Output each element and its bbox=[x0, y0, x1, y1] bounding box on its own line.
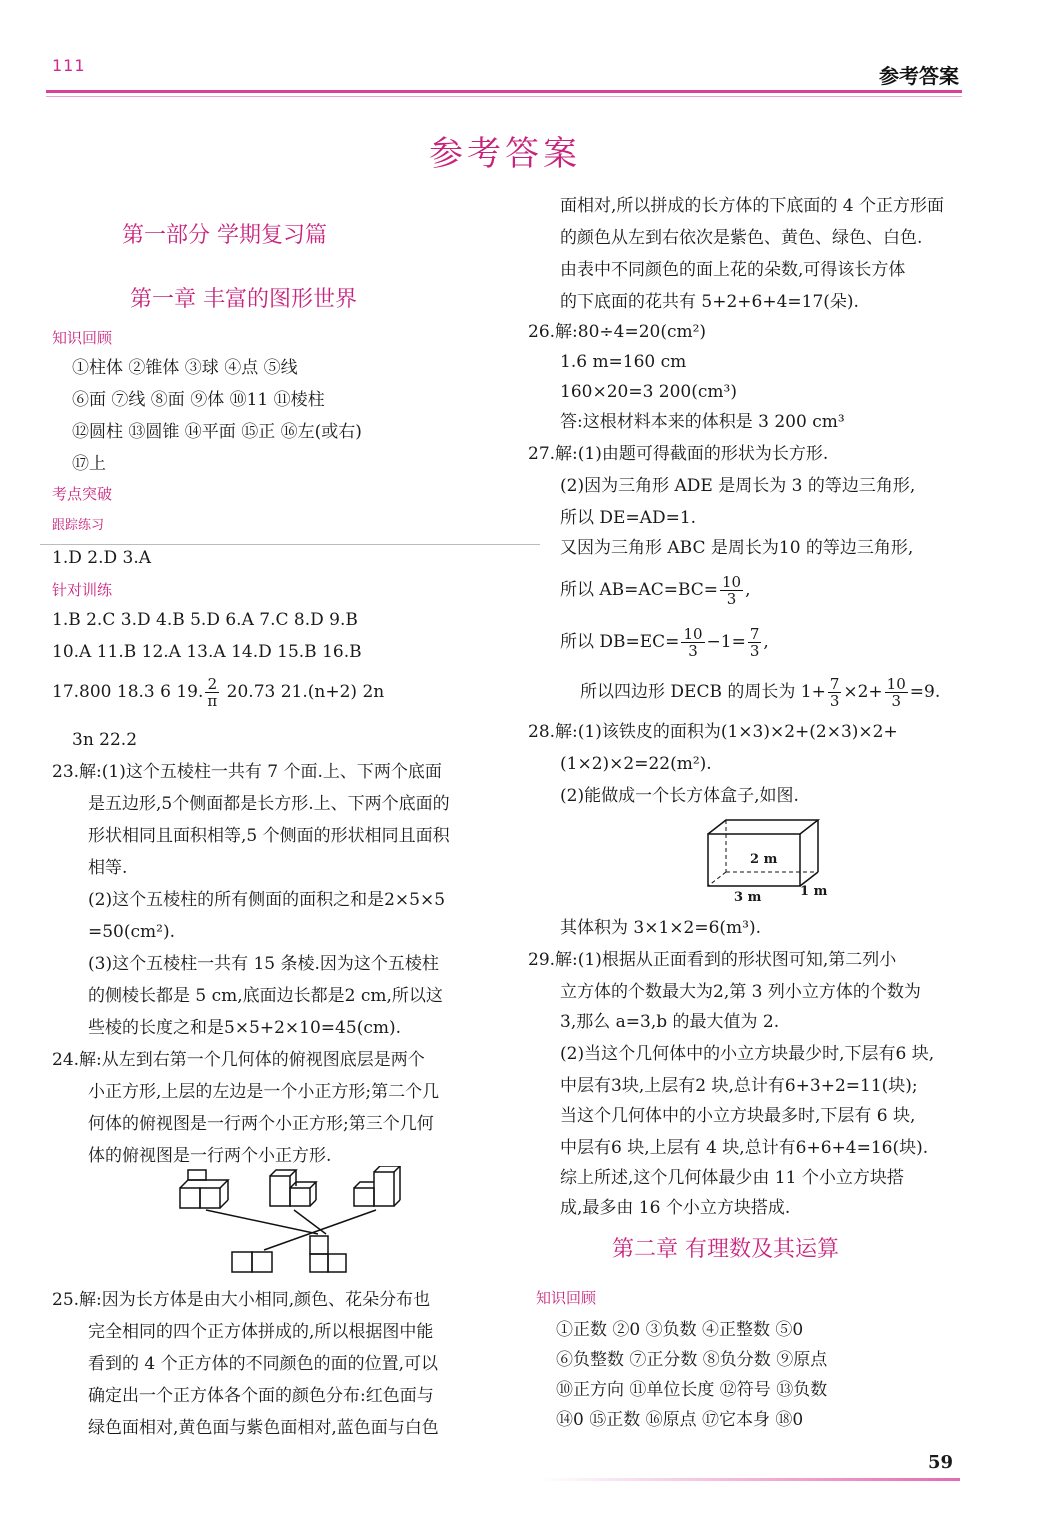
page-title: 参考答案 bbox=[429, 134, 581, 174]
q29-line-1: 29.解:(1)根据从正面看到的形状图可知,第二列小 bbox=[528, 950, 897, 970]
q28-line-1: 28.解:(1)该铁皮的面积为(1×3)×2+(2×3)×2+ bbox=[528, 722, 898, 742]
r-line-2: 的颜色从左到右依次是紫色、黄色、绿色、白色. bbox=[560, 228, 923, 248]
q27-line-4: 又因为三角形 ABC 是周长为10 的等边三角形, bbox=[560, 538, 914, 558]
z-row-3-b: 20.73 21.(n+2) 2n bbox=[221, 682, 385, 702]
box-width-label: 3 m bbox=[734, 890, 762, 905]
q26-line-1: 26.解:80÷4=20(cm²) bbox=[528, 322, 707, 342]
page-number: 59 bbox=[928, 1452, 954, 1473]
q23-line-7: (3)这个五棱柱一共有 15 条棱.因为这个五棱柱 bbox=[88, 954, 439, 974]
z-row-4: 3n 22.2 bbox=[72, 730, 138, 750]
r-line-1: 面相对,所以拼成的长方体的下底面的 4 个正方形面 bbox=[560, 196, 945, 216]
q26-line-2: 1.6 m=160 cm bbox=[560, 352, 687, 372]
q23-line-9: 些棱的长度之和是5×5+2×10=45(cm). bbox=[88, 1018, 401, 1038]
q24-line-3: 何体的俯视图是一行两个小正方形;第三个几何 bbox=[88, 1114, 434, 1134]
q25-line-5: 绿色面相对,黄色面与紫色面相对,蓝色面与白色 bbox=[88, 1418, 439, 1438]
fraction: $\frac{10}{3}$ bbox=[886, 675, 906, 710]
k-row-1: ①柱体 ②锥体 ③球 ④点 ⑤线 bbox=[72, 358, 298, 378]
c2-row-3: ⑩正方向 ⑪单位长度 ⑫符号 ⑬负数 bbox=[556, 1380, 828, 1400]
chapter2-title: 第二章 有理数及其运算 bbox=[612, 1237, 839, 1262]
q23-line-2: 是五边形,5个侧面都是长方形.上、下两个底面的 bbox=[88, 794, 450, 814]
knowledge-label: 知识回顾 bbox=[52, 329, 113, 347]
k-row-4: ⑰上 bbox=[72, 454, 106, 474]
q27-line-1: 27.解:(1)由题可得截面的形状为长方形. bbox=[528, 444, 829, 464]
q26-line-3: 160×20=3 200(cm³) bbox=[560, 382, 737, 402]
genzong-answers: 1.D 2.D 3.A bbox=[52, 548, 152, 568]
q25-line-3: 看到的 4 个正方体的不同颜色的面的位置,可以 bbox=[88, 1354, 439, 1374]
q25-line-2: 完全相同的四个正方体拼成的,所以根据图中能 bbox=[88, 1322, 434, 1342]
q23-line-1: 23.解:(1)这个五棱柱一共有 7 个面.上、下两个底面 bbox=[52, 762, 442, 782]
q29-line-5: 中层有3块,上层有2 块,总计有6+3+2=11(块); bbox=[560, 1076, 918, 1096]
q29-line-8: 综上所述,这个几何体最少由 11 个小立方块搭 bbox=[560, 1168, 904, 1188]
q29-line-9: 成,最多由 16 个小立方块搭成. bbox=[560, 1198, 791, 1218]
q23-line-4: 相等. bbox=[88, 858, 128, 878]
c2-knowledge-label: 知识回顾 bbox=[536, 1289, 597, 1307]
box-height-label: 2 m bbox=[750, 852, 778, 867]
q29-line-3: 3,那么 a=3,b 的最大值为 2. bbox=[560, 1012, 780, 1032]
r-line-4: 的下底面的花共有 5+2+6+4=17(朵). bbox=[560, 292, 859, 312]
kaodian-label: 考点突破 bbox=[52, 485, 113, 503]
c2-row-1: ①正数 ②0 ③负数 ④正整数 ⑤0 bbox=[556, 1320, 804, 1340]
q23-line-5: (2)这个五棱柱的所有侧面的面积之和是2×5×5 bbox=[88, 890, 446, 910]
q27-line-5: 所以 AB=AC=BC= $\frac{10}{3}$ , bbox=[560, 573, 751, 608]
header-mark: 111 bbox=[52, 56, 86, 75]
q27-line-2: (2)因为三角形 ADE 是周长为 3 的等边三角形, bbox=[560, 476, 916, 496]
q27-line-6: 所以 DB=EC= $\frac{10}{3}$ −1= $\frac{7}{3}$ , bbox=[560, 625, 769, 660]
q29-line-6: 当这个几何体中的小立方块最多时,下层有 6 块, bbox=[560, 1106, 916, 1126]
k-row-3: ⑫圆柱 ⑬圆锥 ⑭平面 ⑮正 ⑯左(或右) bbox=[72, 422, 362, 442]
q24-line-2: 小正方形,上层的左边是一个小正方形;第二个几 bbox=[88, 1082, 440, 1102]
q27-line-7: 所以四边形 DECB 的周长为 1+ $\frac{7}{3}$ ×2+ $\frac{10}{3}$ =9. bbox=[580, 675, 941, 710]
header-rule bbox=[46, 90, 962, 93]
divider bbox=[40, 544, 540, 545]
box-depth-label: 1 m bbox=[800, 884, 828, 899]
q25-line-1: 25.解:因为长方体是由大小相同,颜色、花朵分布也 bbox=[52, 1290, 431, 1310]
q27-line-3: 所以 DE=AD=1. bbox=[560, 508, 697, 528]
chapter1-title: 第一章 丰富的图形世界 bbox=[130, 287, 357, 312]
header-rule-thin bbox=[46, 96, 962, 97]
r-line-3: 由表中不同颜色的面上花的朵数,可得该长方体 bbox=[560, 260, 906, 280]
q29-line-2: 立方体的个数最大为2,第 3 列小立方体的个数为 bbox=[560, 982, 921, 1002]
q23-line-3: 形状相同且面积相等,5 个侧面的形状相同且面积 bbox=[88, 826, 450, 846]
zhendui-label: 针对训练 bbox=[52, 581, 113, 599]
c2-row-4: ⑭0 ⑮正数 ⑯原点 ⑰它本身 ⑱0 bbox=[556, 1410, 804, 1430]
q28-line-4: 其体积为 3×1×2=6(m³). bbox=[560, 918, 762, 938]
q23-line-6: =50(cm²). bbox=[88, 922, 176, 942]
fraction: $\frac{2}{\pi}$ bbox=[207, 675, 218, 710]
q24-line-4: 体的俯视图是一行两个小正方形. bbox=[88, 1146, 332, 1166]
q23-line-8: 的侧棱长都是 5 cm,底面边长都是2 cm,所以这 bbox=[88, 986, 443, 1006]
z-row-1: 1.B 2.C 3.D 4.B 5.D 6.A 7.C 8.D 9.B bbox=[52, 610, 358, 630]
genzong-label: 跟踪练习 bbox=[52, 518, 105, 533]
k-row-2: ⑥面 ⑦线 ⑧面 ⑨体 ⑩11 ⑪棱柱 bbox=[72, 390, 325, 410]
fraction: $\frac{7}{3}$ bbox=[829, 675, 840, 710]
footer-rule bbox=[540, 1478, 960, 1481]
c2-row-2: ⑥负整数 ⑦正分数 ⑧负分数 ⑨原点 bbox=[556, 1350, 828, 1370]
q29-line-7: 中层有6 块,上层有 4 块,总计有6+6+4=16(块). bbox=[560, 1138, 929, 1158]
z-row-3 bbox=[52, 676, 384, 709]
q24-line-1: 24.解:从左到右第一个几何体的俯视图底层是两个 bbox=[52, 1050, 425, 1070]
fraction: $\frac{10}{3}$ bbox=[722, 573, 742, 608]
q24-views-figure bbox=[176, 1166, 436, 1276]
q25-line-4: 确定出一个正方体各个面的颜色分布:红色面与 bbox=[88, 1386, 434, 1406]
q29-line-4: (2)当这个几何体中的小立方块最少时,下层有6 块, bbox=[560, 1044, 935, 1064]
fraction: $\frac{10}{3}$ bbox=[683, 625, 703, 660]
z-row-2: 10.A 11.B 12.A 13.A 14.D 15.B 16.B bbox=[52, 642, 362, 662]
z-row-3-a: 17.800 18.3 6 19. bbox=[52, 682, 204, 702]
header-title: 参考答案 bbox=[879, 64, 959, 88]
fraction: $\frac{7}{3}$ bbox=[749, 625, 760, 660]
q28-line-3: (2)能做成一个长方体盒子,如图. bbox=[560, 786, 799, 806]
part-title: 第一部分 学期复习篇 bbox=[122, 223, 327, 248]
q28-line-2: (1×2)×2=22(m²). bbox=[560, 754, 712, 774]
q26-line-4: 答:这根材料本来的体积是 3 200 cm³ bbox=[560, 412, 845, 432]
